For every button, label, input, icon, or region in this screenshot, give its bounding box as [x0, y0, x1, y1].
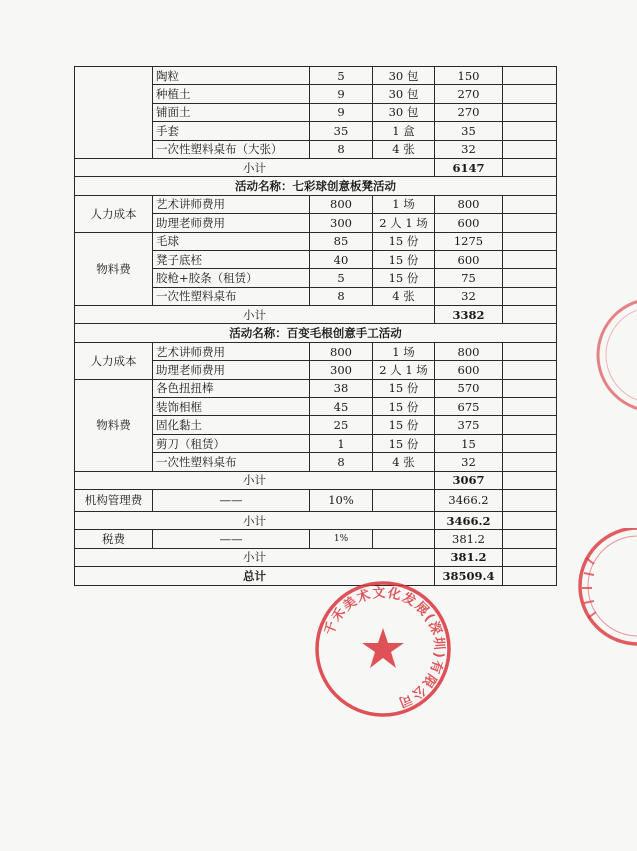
category-cell	[75, 67, 153, 159]
quantity: 1 盒	[373, 122, 435, 140]
category-materials: 物料费	[75, 232, 153, 306]
subtotal-amount: 6147	[435, 158, 503, 176]
unit-price: 5	[310, 67, 373, 85]
activity-title: 活动名称：七彩球创意板凳活动	[75, 177, 557, 195]
subtotal-amount: 381.2	[435, 548, 503, 566]
unit-price: 38	[310, 379, 373, 397]
note-cell	[503, 361, 557, 379]
quantity: 30 包	[373, 103, 435, 121]
item-name: 陶粒	[153, 67, 310, 85]
subtotal-label: 小计	[75, 306, 435, 324]
empty-cell	[373, 530, 435, 548]
item-name: 助理老师费用	[153, 361, 310, 379]
subtotal-label: 小计	[75, 548, 435, 566]
quantity: 15 份	[373, 379, 435, 397]
note-cell	[503, 214, 557, 232]
unit-price: 1	[310, 434, 373, 452]
quantity: 15 份	[373, 250, 435, 268]
company-seal	[312, 578, 454, 720]
total-amount: 38509.4	[435, 567, 503, 585]
note-cell	[503, 306, 557, 324]
subtotal-amount: 3382	[435, 306, 503, 324]
note-cell	[503, 489, 557, 511]
note-cell	[503, 416, 557, 434]
empty-cell	[373, 489, 435, 511]
note-cell	[503, 269, 557, 287]
activity-title-row	[75, 324, 557, 342]
category-labor: 人力成本	[75, 342, 153, 379]
amount: 1275	[435, 232, 503, 250]
unit-price: 800	[310, 195, 373, 213]
tax-amount: 381.2	[435, 530, 503, 548]
quantity: 15 份	[373, 269, 435, 287]
tax-label: 税费	[75, 530, 153, 548]
subtotal-label: 小计	[75, 158, 435, 176]
amount: 15	[435, 434, 503, 452]
amount: 270	[435, 85, 503, 103]
item-name: 凳子底柸	[153, 250, 310, 268]
table-row	[75, 195, 557, 213]
quantity: 2 人 1 场	[373, 214, 435, 232]
quantity: 1 场	[373, 195, 435, 213]
management-row	[75, 489, 557, 511]
activity-title: 活动名称：百变毛根创意手工活动	[75, 324, 557, 342]
note-cell	[503, 471, 557, 489]
note-cell	[503, 342, 557, 360]
note-cell	[503, 530, 557, 548]
item-name: 铺面土	[153, 103, 310, 121]
management-rate: 10%	[310, 489, 373, 511]
amount: 800	[435, 342, 503, 360]
budget-table	[74, 66, 557, 586]
note-cell	[503, 511, 557, 529]
note-cell	[503, 158, 557, 176]
unit-price: 45	[310, 398, 373, 416]
activity-title-row	[75, 177, 557, 195]
total-row	[75, 567, 557, 585]
management-item: ——	[153, 489, 310, 511]
note-cell	[503, 122, 557, 140]
quantity: 30 包	[373, 85, 435, 103]
amount: 35	[435, 122, 503, 140]
subtotal-amount: 3466.2	[435, 511, 503, 529]
svg-text:千禾美术文化发展(深圳)有限公司: 千禾美术文化发展(深圳)有限公司	[321, 585, 447, 710]
amount: 75	[435, 269, 503, 287]
amount: 32	[435, 453, 503, 471]
quantity: 15 份	[373, 416, 435, 434]
note-cell	[503, 567, 557, 585]
item-name: 一次性塑料桌布	[153, 287, 310, 305]
unit-price: 800	[310, 342, 373, 360]
note-cell	[503, 453, 557, 471]
table-row	[75, 67, 557, 85]
tax-row	[75, 530, 557, 548]
quantity: 15 份	[373, 398, 435, 416]
subtotal-row	[75, 511, 557, 529]
unit-price: 35	[310, 122, 373, 140]
amount: 32	[435, 287, 503, 305]
subtotal-amount: 3067	[435, 471, 503, 489]
tax-rate: 1%	[310, 530, 373, 548]
unit-price: 8	[310, 453, 373, 471]
note-cell	[503, 195, 557, 213]
subtotal-label: 小计	[75, 471, 435, 489]
quantity: 4 张	[373, 140, 435, 158]
unit-price: 8	[310, 287, 373, 305]
subtotal-row	[75, 548, 557, 566]
amount: 600	[435, 361, 503, 379]
note-cell	[503, 287, 557, 305]
amount: 600	[435, 214, 503, 232]
amount: 570	[435, 379, 503, 397]
category-materials: 物料费	[75, 379, 153, 471]
subtotal-row	[75, 306, 557, 324]
quantity: 4 张	[373, 453, 435, 471]
note-cell	[503, 232, 557, 250]
category-labor: 人力成本	[75, 195, 153, 232]
unit-price: 300	[310, 214, 373, 232]
unit-price: 25	[310, 416, 373, 434]
item-name: 剪刀（租赁）	[153, 434, 310, 452]
quantity: 2 人 1 场	[373, 361, 435, 379]
item-name: 艺术讲师费用	[153, 342, 310, 360]
note-cell	[503, 85, 557, 103]
table-row	[75, 232, 557, 250]
amount: 600	[435, 250, 503, 268]
note-cell	[503, 140, 557, 158]
tax-item: ——	[153, 530, 310, 548]
item-name: 艺术讲师费用	[153, 195, 310, 213]
amount: 675	[435, 398, 503, 416]
company-seal-graphic	[312, 578, 454, 720]
amount: 270	[435, 103, 503, 121]
subtotal-row	[75, 471, 557, 489]
item-name: 助理老师费用	[153, 214, 310, 232]
item-name: 种植土	[153, 85, 310, 103]
item-name: 一次性塑料桌布（大张）	[153, 140, 310, 158]
partial-seal-bottom	[566, 528, 637, 646]
item-name: 一次性塑料桌布	[153, 453, 310, 471]
item-name: 胶枪+胶条（租赁）	[153, 269, 310, 287]
unit-price: 9	[310, 103, 373, 121]
partial-seal-bottom-graphic	[566, 528, 637, 646]
amount: 32	[435, 140, 503, 158]
quantity: 15 份	[373, 434, 435, 452]
subtotal-row	[75, 158, 557, 176]
management-label: 机构管理费	[75, 489, 153, 511]
unit-price: 40	[310, 250, 373, 268]
item-name: 装饰相框	[153, 398, 310, 416]
amount: 800	[435, 195, 503, 213]
note-cell	[503, 398, 557, 416]
item-name: 毛球	[153, 232, 310, 250]
partial-seal-top-graphic	[594, 296, 637, 414]
quantity: 4 张	[373, 287, 435, 305]
unit-price: 85	[310, 232, 373, 250]
amount: 375	[435, 416, 503, 434]
management-amount: 3466.2	[435, 489, 503, 511]
note-cell	[503, 250, 557, 268]
table-row	[75, 379, 557, 397]
note-cell	[503, 67, 557, 85]
unit-price: 9	[310, 85, 373, 103]
unit-price: 300	[310, 361, 373, 379]
item-name: 固化黏土	[153, 416, 310, 434]
quantity: 15 份	[373, 232, 435, 250]
subtotal-label: 小计	[75, 511, 435, 529]
unit-price: 5	[310, 269, 373, 287]
partial-seal-top	[594, 296, 637, 414]
quantity: 30 包	[373, 67, 435, 85]
table-row	[75, 342, 557, 360]
item-name: 各色扭扭棒	[153, 379, 310, 397]
note-cell	[503, 379, 557, 397]
amount: 150	[435, 67, 503, 85]
note-cell	[503, 548, 557, 566]
item-name: 手套	[153, 122, 310, 140]
note-cell	[503, 103, 557, 121]
quantity: 1 场	[373, 342, 435, 360]
total-label: 总计	[75, 567, 435, 585]
unit-price: 8	[310, 140, 373, 158]
note-cell	[503, 434, 557, 452]
